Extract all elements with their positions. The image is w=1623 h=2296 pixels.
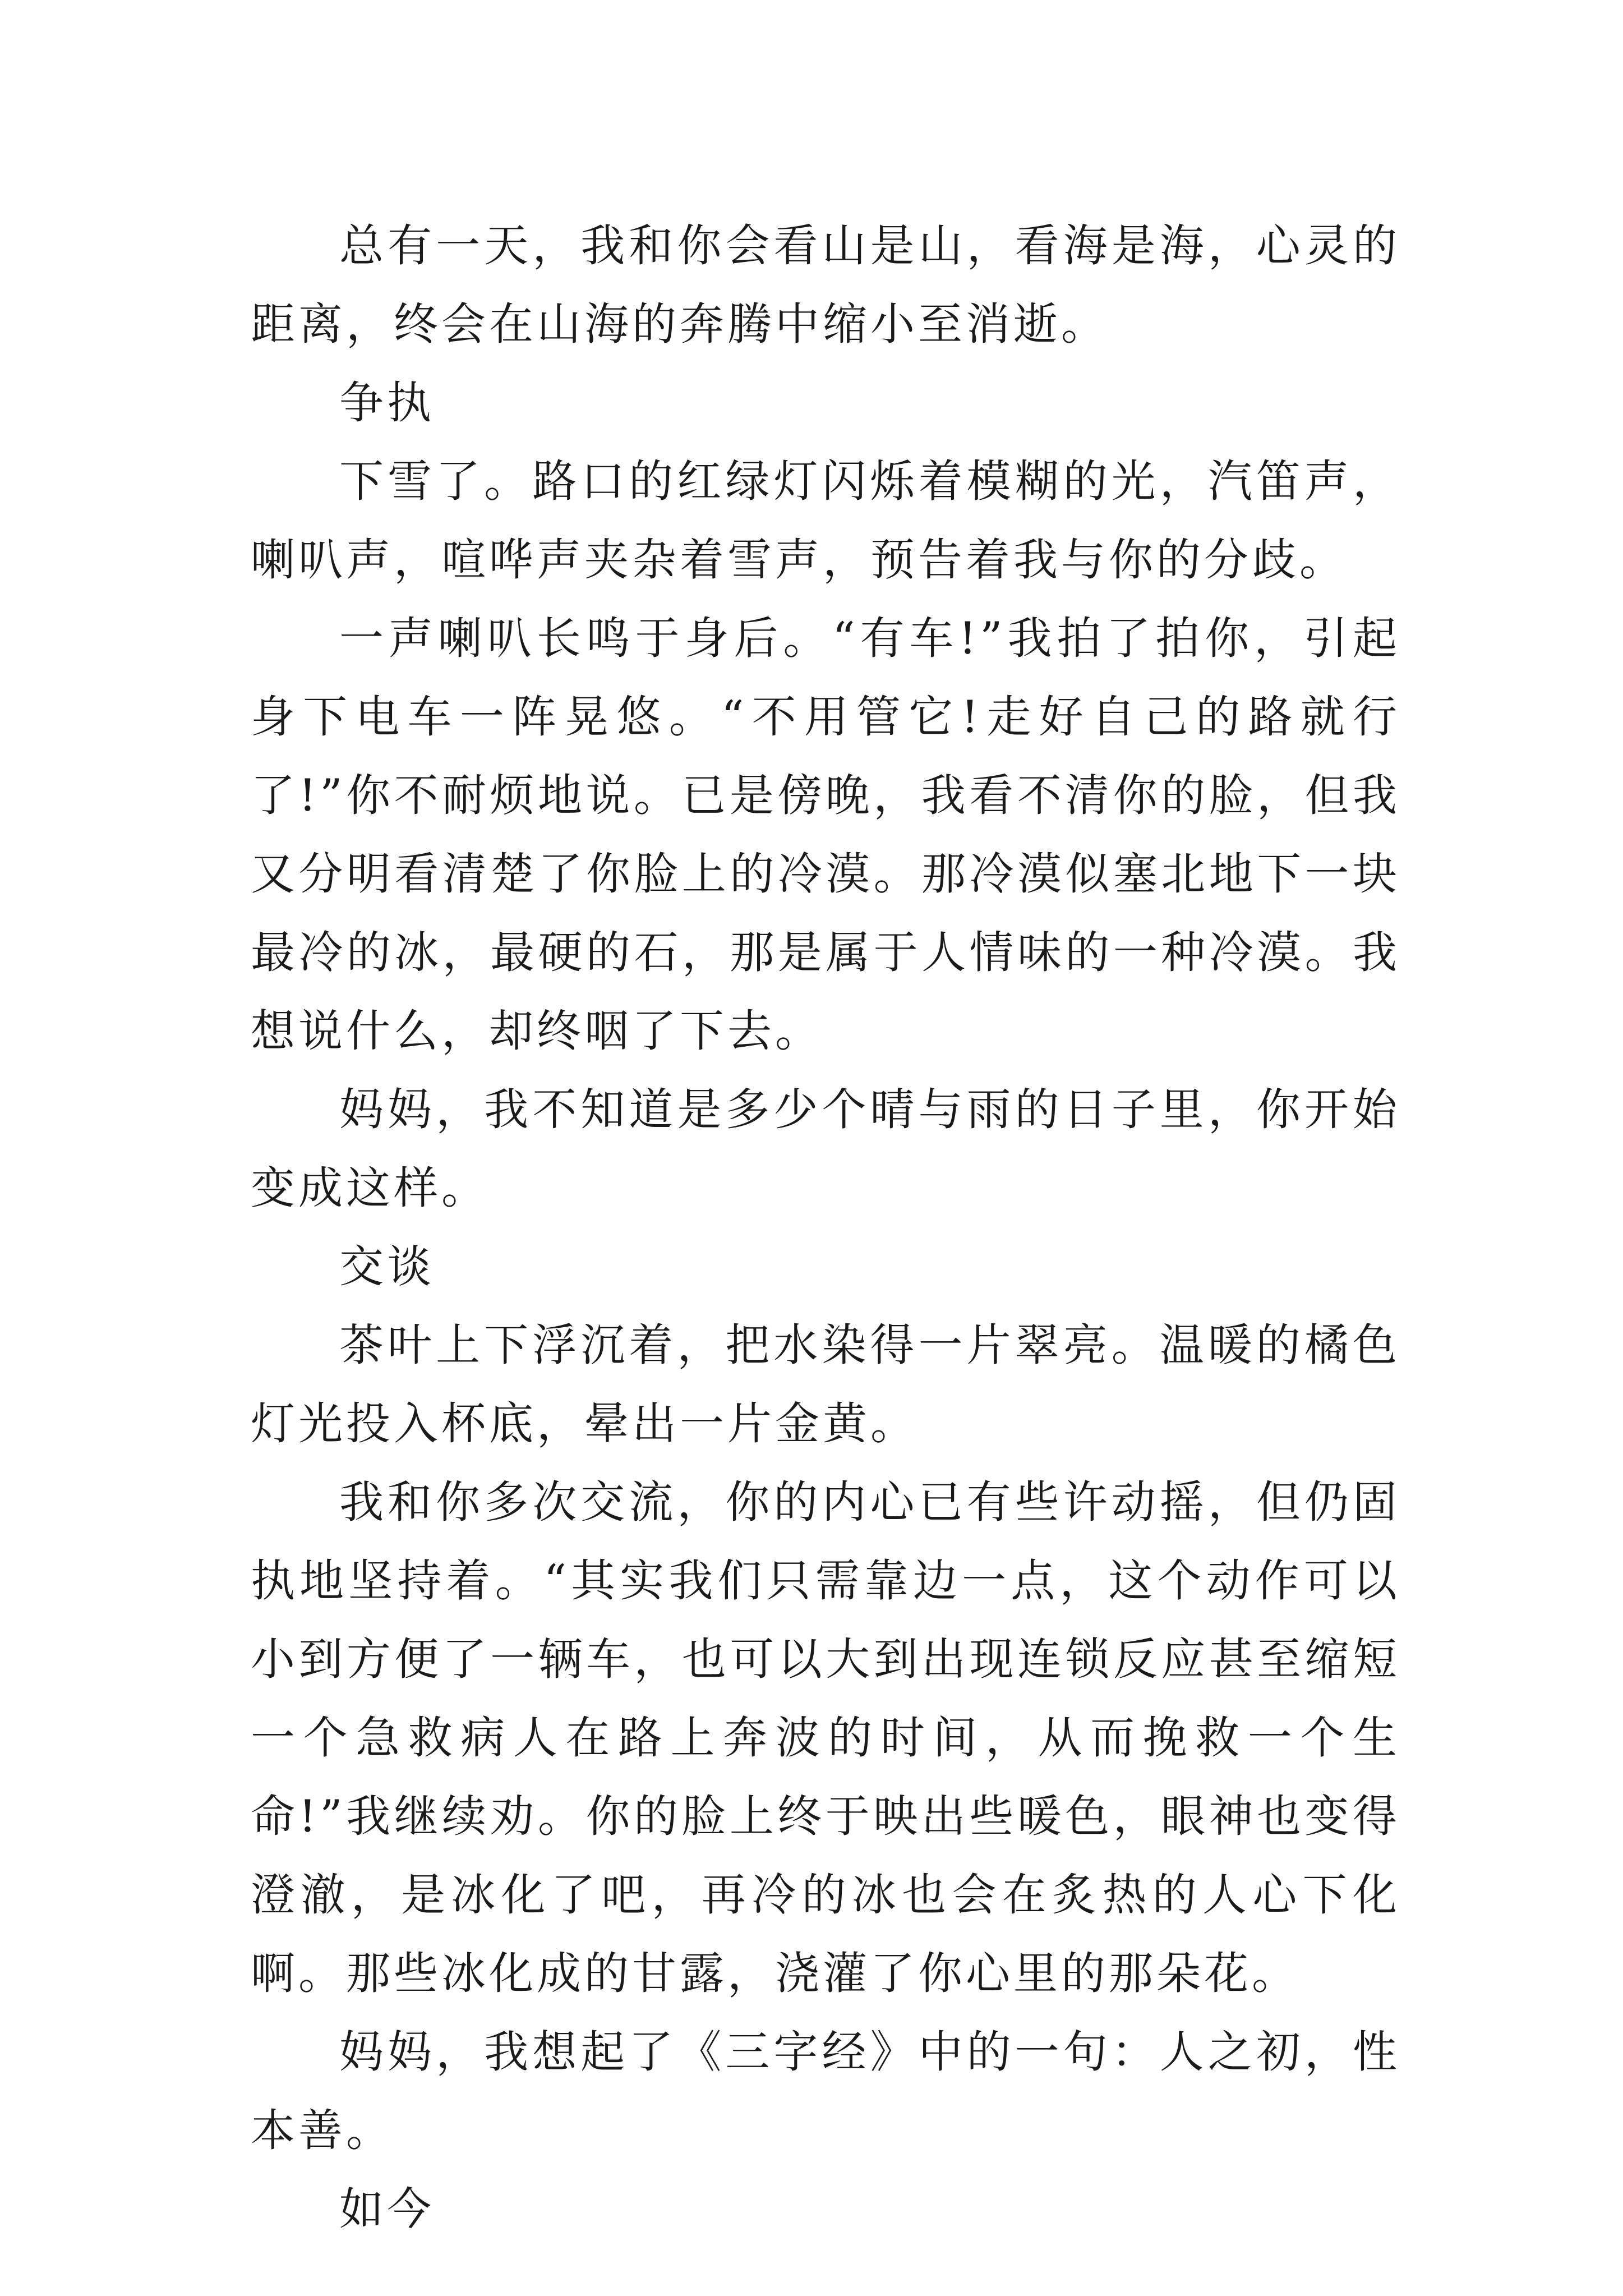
paragraph-snow: 下雪了。路口的红绿灯闪烁着模糊的光，汽笛声，喇叭声，喧哗声夹杂着雪声，预告着我与你的分歧。 xyxy=(251,455,1400,586)
paragraph-tea: 茶叶上下浮沉着，把水染得一片翠亮。温暖的橘色灯光投入杯底，晕出一片金黄。 xyxy=(251,1319,1400,1450)
paragraph-persuade: 我和你多次交流，你的内心已有些许动摇，但仍固执地坚持着。“其实我们只需靠边一点，这个动作可以小到方便了一辆车，也可以大到出现连锁反应甚至缩短一个急救病人在路上奔波的时间，从而挽救一个生命!”我继续劝。你的脸上终于映出些暖色，眼神也变得澄澈，是冰化了吧，再冷的冰也会在炙热的人心下化啊。那些冰化成的甘露，浇灌了你心里的那朵花。 xyxy=(251,1476,1400,1999)
section-heading-talk: 交谈 xyxy=(339,1241,435,1292)
paragraph-sanzijing: 妈妈，我想起了《三字经》中的一句：人之初，性本善。 xyxy=(251,2026,1400,2156)
paragraph-mother-change: 妈妈，我不知道是多少个晴与雨的日子里，你开始变成这样。 xyxy=(251,1084,1400,1214)
document-body xyxy=(251,206,1400,2248)
section-heading-now: 如今 xyxy=(339,2183,435,2235)
paragraph-horn: 一声喇叭长鸣于身后。“有车!”我拍了拍你，引起身下电车一阵晃悠。“不用管它!走好自己的路就行了!”你不耐烦地说。已是傍晚，我看不清你的脸，但我又分明看清楚了你脸上的冷漠。那冷漠似塞北地下一块最冷的冰，最硬的石，那是属于人情味的一种冷漠。我想说什么，却终咽了下去。 xyxy=(251,613,1400,1057)
paragraph-intro: 总有一天，我和你会看山是山，看海是海，心灵的距离，终会在山海的奔腾中缩小至消逝。 xyxy=(251,220,1400,350)
section-heading-dispute: 争执 xyxy=(339,377,435,429)
